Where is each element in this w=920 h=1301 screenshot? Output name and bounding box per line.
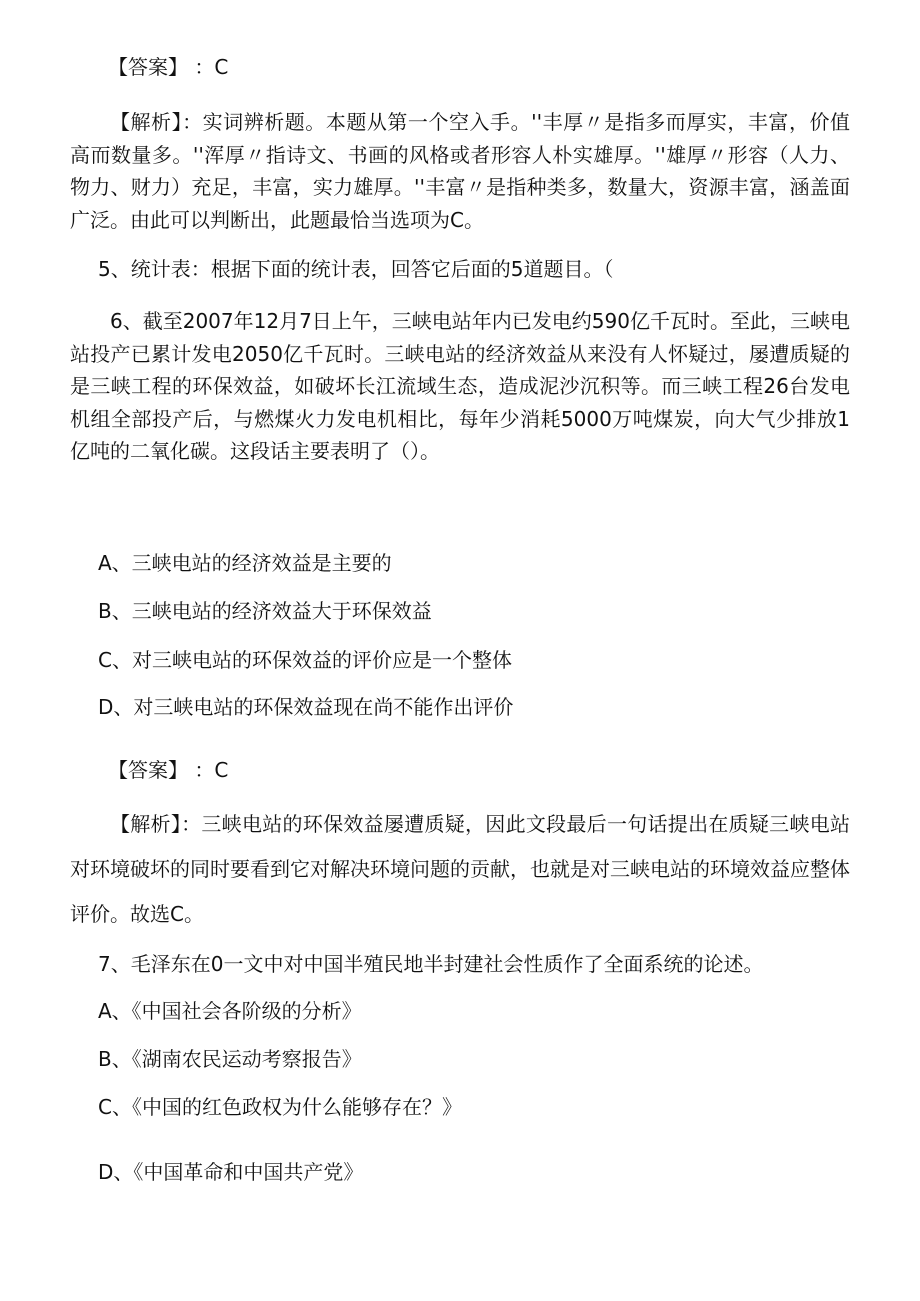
q6-answer-line <box>108 755 228 785</box>
q7-stem: 7、毛泽东在0一文中对中国半殖民地半封建社会性质作了全面系统的论述。 <box>98 952 764 976</box>
q5-text: 5、统计表：根据下面的统计表，回答它后面的5道题目。（ <box>98 257 614 281</box>
q6-stem: 6、截至2007年12月7日上午，三峡电站年内已发电约590亿千瓦时。至此，三峡电站投产已累计发电2050亿千瓦时。三峡电站的经济效益从来没有人怀疑过，屡遭质疑的是三峡工程的环保效益，如破坏长江流域生态，造成泥沙沉积等。而三峡工程26台发电机组全部投产后，与燃煤火力发电机相比，每年少消耗5000万吨煤炭，向大气少排放1亿吨的二氧化碳。这段话主要表明了（）。 <box>70 309 850 463</box>
q4-analysis-paragraph <box>70 106 850 236</box>
q7-option-d: D、《中国革命和中国共产党》 <box>98 1160 364 1184</box>
q4-answer-line <box>108 52 228 82</box>
analysis-label: 【解析】 <box>110 812 182 836</box>
q7-option-c: C、《中国的红色政权为什么能够存在？》 <box>98 1095 462 1119</box>
q6-option-d: D、对三峡电站的环保效益现在尚不能作出评价 <box>98 695 514 719</box>
answer-label: 【答案】 <box>108 55 188 79</box>
answer-value: ：C <box>194 55 229 79</box>
answer-label: 【答案】 <box>108 758 188 782</box>
q6-option-a: A、三峡电站的经济效益是主要的 <box>98 551 392 575</box>
q6-analysis-paragraph <box>70 802 850 937</box>
analysis-label: 【解析】 <box>110 110 183 134</box>
analysis-text: ：实词辨析题。本题从第一个空入手。''丰厚〃是指多而厚实，丰富，价值高而数量多。''浑厚〃指诗文、书画的风格或者形容人朴实雄厚。''雄厚〃形容（人力、物力、财力）充足，丰富，实力雄厚。''丰富〃是指种类多，数量大，资源丰富，涵盖面广泛。由此可以判断出，此题最恰当选项为C。 <box>70 110 851 232</box>
q6-option-c: C、对三峡电站的环保效益的评价应是一个整体 <box>98 648 512 672</box>
q7-option-b: B、《湖南农民运动考察报告》 <box>98 1047 362 1071</box>
answer-value: ：C <box>194 758 229 782</box>
q7-option-a: A、《中国社会各阶级的分析》 <box>98 999 362 1023</box>
analysis-text: ：三峡电站的环保效益屡遭质疑，因此文段最后一句话提出在质疑三峡电站对环境破坏的同时要看到它对解决环境问题的贡献，也就是对三峡电站的环境效益应整体评价。故选C。 <box>70 812 851 926</box>
q6-option-b: B、三峡电站的经济效益大于环保效益 <box>98 599 432 623</box>
